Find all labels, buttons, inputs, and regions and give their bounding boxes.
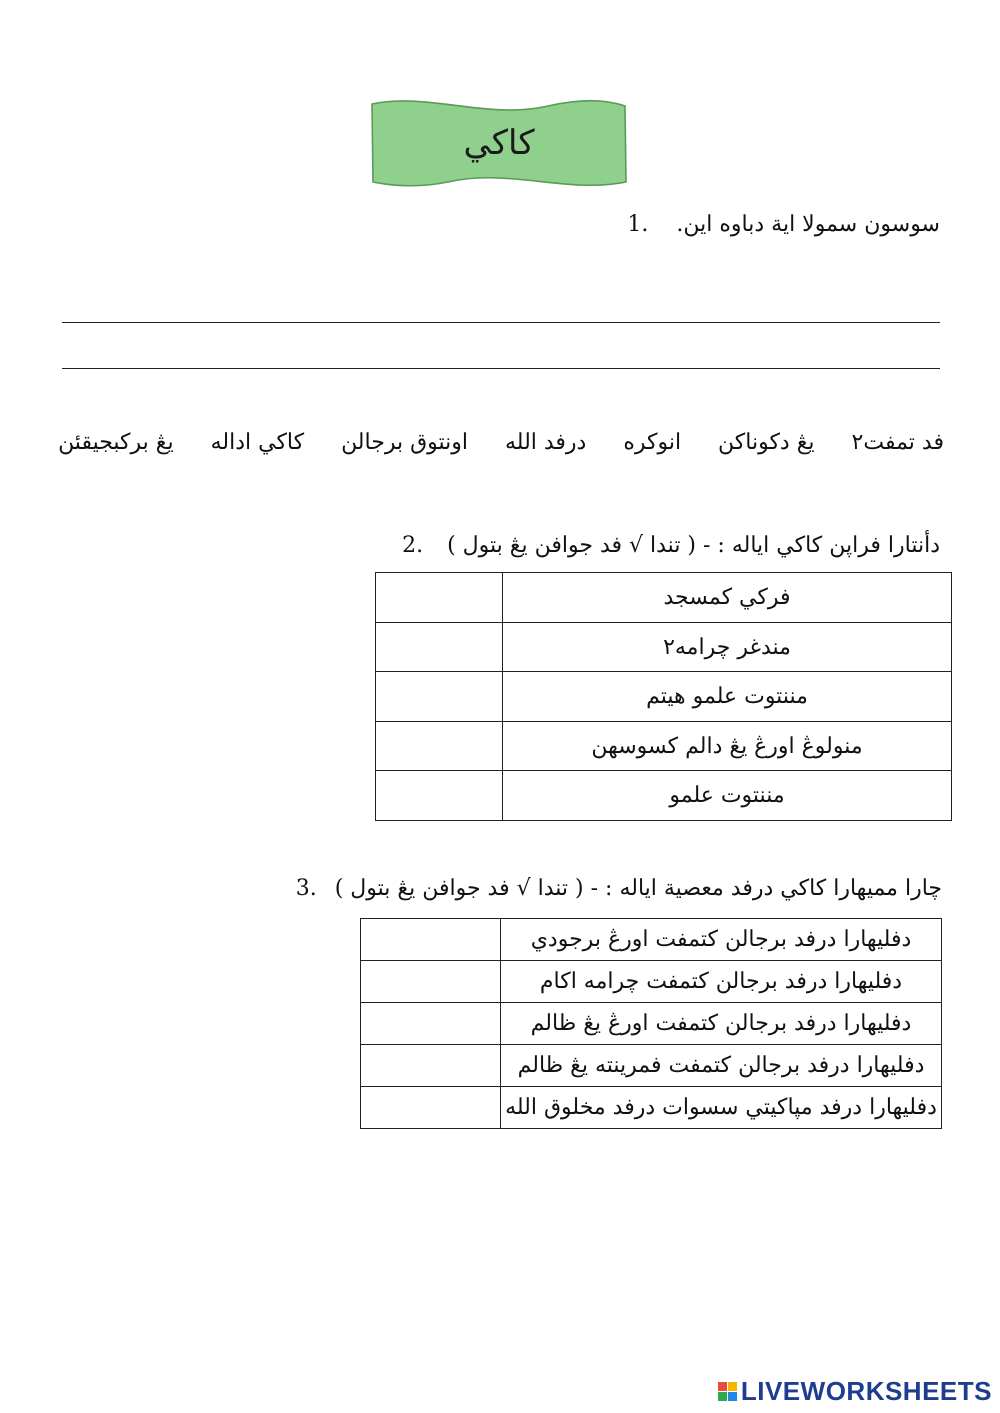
word-bank-item[interactable]: يڠ دكوناكن xyxy=(718,430,815,455)
word-bank xyxy=(58,430,944,455)
liveworksheets-logo-icon xyxy=(718,1382,737,1401)
question-2-number: 2. xyxy=(402,533,424,558)
word-bank-item[interactable]: كاكي اداله xyxy=(210,430,305,455)
question-1-number: 1. xyxy=(627,212,649,237)
table-row xyxy=(361,961,942,1003)
question-1-text: سوسون سمولا اية دباوه اين. xyxy=(676,212,940,237)
question-1 xyxy=(627,212,940,237)
word-bank-item[interactable]: يڠ بركبجيقئن xyxy=(58,430,174,455)
word-bank-item[interactable]: درفد الله xyxy=(504,430,587,455)
option-label: دفليهارا درفد برجالن كتمفت اورڠ برجودي xyxy=(501,919,942,961)
table-row xyxy=(361,1003,942,1045)
question-2-text: دأنتارا فراڽن كاكي اياله : - ( تندا √ فد جوافن يڠ بتول ) xyxy=(447,533,940,558)
option-label: دفليهارا درفد برجالن كتمفت چرامه اكام xyxy=(501,961,942,1003)
answer-checkbox[interactable] xyxy=(361,961,501,1003)
question-3-text: چارا مميهارا كاكي درفد معصية اياله : - ( تندا √ فد جوافن يڠ بتول ) xyxy=(334,876,942,901)
question-3-table xyxy=(360,918,942,1129)
table-row xyxy=(376,672,952,722)
word-bank-item[interactable]: اونتوق برجالن xyxy=(341,430,469,455)
question-3 xyxy=(296,876,942,901)
table-row xyxy=(361,919,942,961)
question-3-number: 3. xyxy=(295,876,317,901)
word-bank-item[interactable]: انوكره xyxy=(623,430,682,455)
option-label: دفليهارا درفد مپاكيتي سسوات درفد مخلوق الله xyxy=(501,1087,942,1129)
table-row xyxy=(376,623,952,672)
word-bank-item[interactable]: فد تمفت٢ xyxy=(851,430,944,455)
page-title: كاكي xyxy=(463,123,535,163)
option-label: مننتوت علمو هيتم xyxy=(503,672,952,722)
answer-checkbox[interactable] xyxy=(376,722,503,771)
question-2-table xyxy=(375,572,952,821)
option-label: دفليهارا درفد برجالن كتمفت اورڠ يڠ ظالم xyxy=(501,1003,942,1045)
table-row xyxy=(376,573,952,623)
table-row xyxy=(361,1045,942,1087)
answer-checkbox[interactable] xyxy=(361,1087,501,1129)
answer-checkbox[interactable] xyxy=(376,672,503,722)
question-2 xyxy=(402,533,940,558)
table-row xyxy=(376,722,952,771)
table-row xyxy=(361,1087,942,1129)
answer-checkbox[interactable] xyxy=(376,573,503,623)
footer-brand xyxy=(718,1376,992,1407)
option-label: دفليهارا درفد برجالن كتمفت فمرينته يڠ ظالم xyxy=(501,1045,942,1087)
answer-checkbox[interactable] xyxy=(361,1045,501,1087)
title-banner xyxy=(368,98,630,188)
answer-line-1[interactable] xyxy=(62,322,940,323)
brand-name: LIVEWORKSHEETS xyxy=(740,1376,992,1406)
option-label: فركي كمسجد xyxy=(503,573,952,623)
option-label: مننتوت علمو xyxy=(503,771,952,821)
option-label: منولوڠ اورڠ يڠ دالم كسوسهن xyxy=(503,722,952,771)
answer-line-2[interactable] xyxy=(62,368,940,369)
answer-checkbox[interactable] xyxy=(376,623,503,672)
answer-checkbox[interactable] xyxy=(361,919,501,961)
answer-checkbox[interactable] xyxy=(376,771,503,821)
answer-checkbox[interactable] xyxy=(361,1003,501,1045)
option-label: مندغر چرامه٢ xyxy=(503,623,952,672)
table-row xyxy=(376,771,952,821)
